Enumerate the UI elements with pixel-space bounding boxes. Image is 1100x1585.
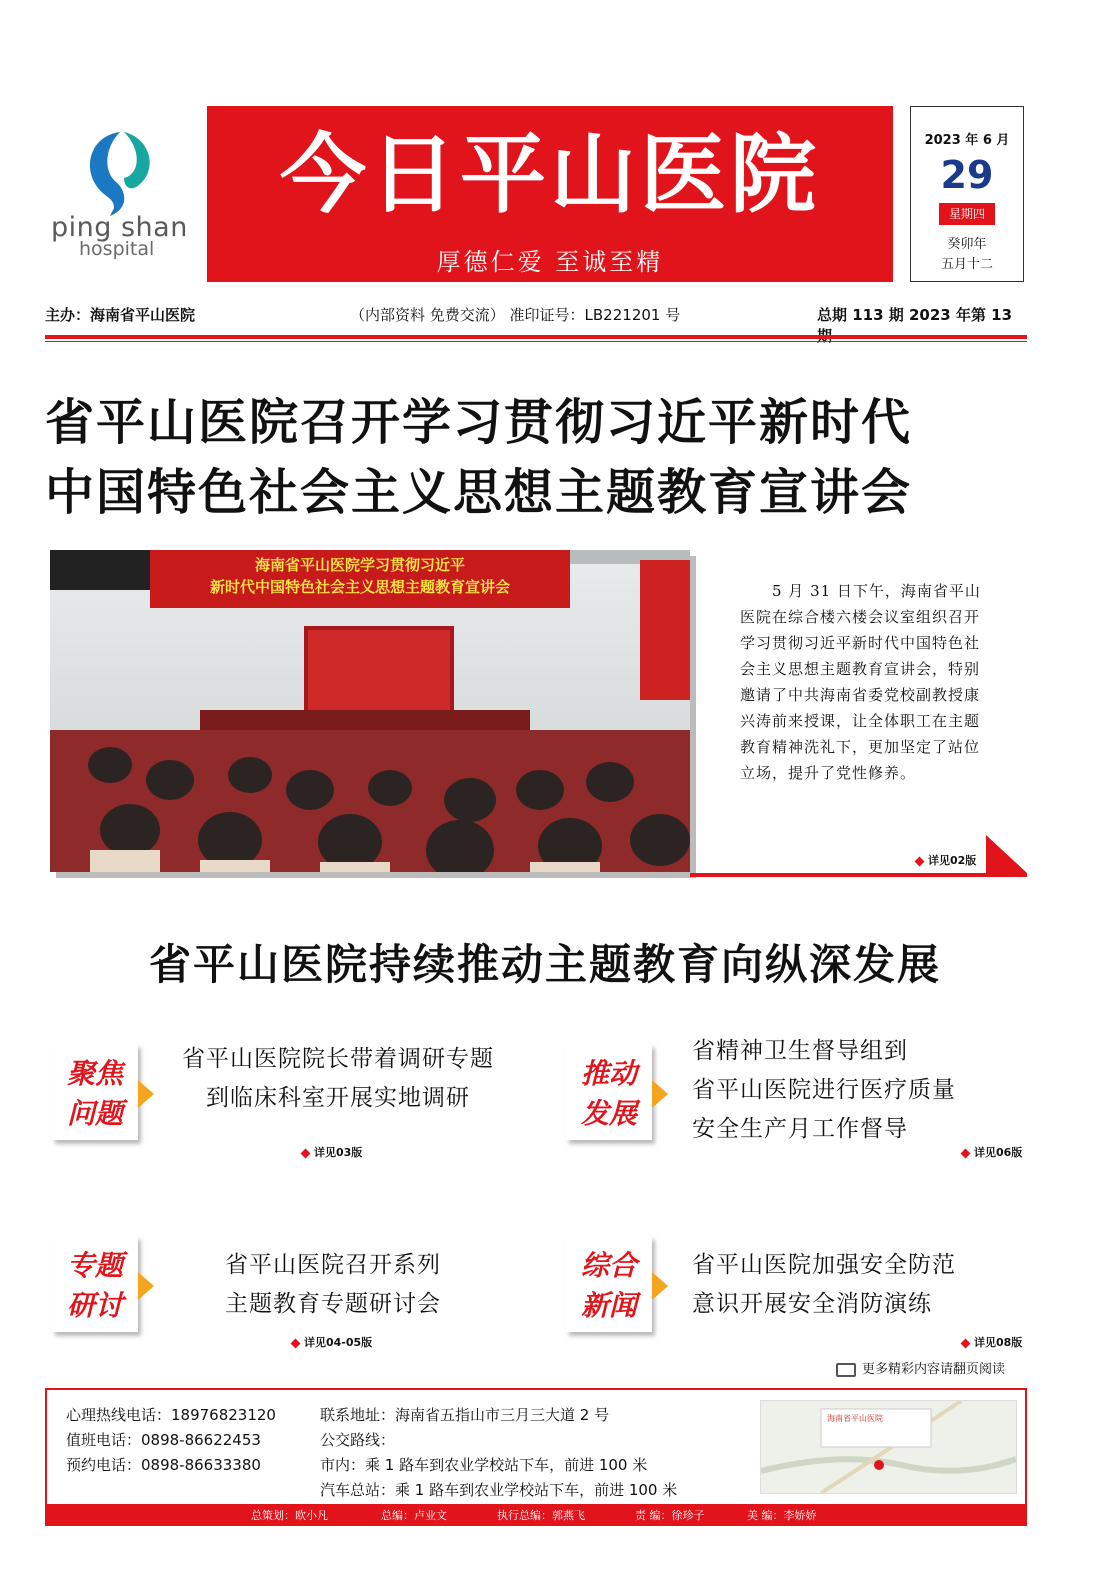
diamond-icon bbox=[961, 1148, 971, 1158]
lead-headline-line-2: 中国特色社会主义思想主题教育宣讲会 bbox=[45, 464, 913, 521]
booking-phone: 预约电话：0898-86633380 bbox=[66, 1456, 261, 1474]
book-icon bbox=[836, 1363, 856, 1377]
weekday-badge: 星期四 bbox=[939, 203, 995, 225]
credit-planner: 总策划：欧小凡 bbox=[251, 1509, 328, 1522]
credit-exec-editor: 执行总编：郭燕飞 bbox=[497, 1509, 585, 1522]
internal-info: （内部资料 免费交流） 准印证号：LB221201 号 bbox=[350, 306, 681, 324]
tag-push-line-2: 发展 bbox=[580, 1097, 637, 1130]
lead-see-more[interactable] bbox=[916, 852, 976, 868]
tag-special-topic bbox=[52, 1236, 138, 1332]
logo-text-hospital: hospital bbox=[79, 238, 155, 260]
story-4-see-more[interactable] bbox=[962, 1334, 1022, 1350]
tag-special-line-1: 专题 bbox=[66, 1249, 123, 1282]
tag-focus-problem bbox=[52, 1044, 138, 1140]
contact-phones bbox=[66, 1403, 276, 1478]
bus-title: 公交路线： bbox=[320, 1431, 396, 1449]
tag-focus-line-1: 聚焦 bbox=[66, 1057, 123, 1090]
story-1-line-1: 省平山医院院长带着调研专题 bbox=[182, 1046, 494, 1072]
map-label: 海南省平山医院 bbox=[827, 1414, 883, 1423]
story-2-line-1: 省精神卫生督导组到 bbox=[692, 1038, 908, 1064]
second-headline: 省平山医院持续推动主题教育向纵深发展 bbox=[148, 940, 941, 989]
tag-arrow-icon bbox=[652, 1080, 668, 1108]
story-3-line-2: 主题教育专题研讨会 bbox=[225, 1291, 441, 1317]
tag-arrow-icon bbox=[138, 1080, 154, 1108]
newspaper-title: 今日平山医院 bbox=[280, 125, 820, 225]
hotline-phone: 心理热线电话：18976823120 bbox=[66, 1406, 276, 1424]
bus-station: 汽车总站：乘 1 路车到农业学校站下车，前进 100 米 bbox=[320, 1481, 678, 1499]
lead-headline-line-1: 省平山医院召开学习贯彻习近平新时代 bbox=[45, 394, 913, 451]
story-2-line-2: 省平山医院进行医疗质量 bbox=[692, 1077, 956, 1103]
date-year-month: 2023 年 6 月 bbox=[924, 133, 1010, 148]
tag-arrow-icon bbox=[138, 1272, 154, 1300]
story-3-line-1: 省平山医院召开系列 bbox=[225, 1252, 441, 1278]
tag-push-develop bbox=[566, 1044, 652, 1140]
bus-city: 市内：乘 1 路车到农业学校站下车，前进 100 米 bbox=[320, 1456, 648, 1474]
story-4-line-1: 省平山医院加强安全防范 bbox=[692, 1252, 956, 1278]
diamond-icon bbox=[291, 1338, 301, 1348]
motto: 厚德仁爱 至诚至精 bbox=[436, 248, 664, 276]
hospital-logo bbox=[45, 128, 195, 260]
story-3-title[interactable] bbox=[168, 1246, 498, 1324]
date-box bbox=[910, 106, 1024, 282]
more-reading[interactable] bbox=[836, 1358, 1005, 1377]
map-graphic bbox=[761, 1401, 1016, 1493]
story-2-line-3: 安全生产月工作督导 bbox=[692, 1116, 908, 1142]
contact-address bbox=[320, 1403, 677, 1503]
story-3-see-label: 详见04-05版 bbox=[304, 1336, 373, 1349]
story-2-title[interactable] bbox=[692, 1032, 1012, 1149]
logo-text-pingshan: ping shan bbox=[51, 212, 188, 243]
info-bar bbox=[45, 304, 1027, 330]
header-rule-thin bbox=[45, 341, 1027, 342]
header-rule bbox=[45, 335, 1027, 339]
credit-chief-editor: 总编：卢业文 bbox=[381, 1509, 447, 1522]
story-4-see-label: 详见08版 bbox=[974, 1336, 1023, 1349]
map-pin-icon bbox=[874, 1460, 884, 1470]
story-3-see-more[interactable] bbox=[292, 1334, 372, 1350]
lead-headline bbox=[45, 388, 1045, 528]
tag-news-line-1: 综合 bbox=[580, 1249, 637, 1282]
story-4-title[interactable] bbox=[692, 1246, 1012, 1324]
photo-banner-line-2: 新时代中国特色社会主义思想主题教育宣讲会 bbox=[209, 578, 511, 596]
tag-news-line-2: 新闻 bbox=[580, 1289, 637, 1322]
see-more-corner bbox=[690, 835, 1027, 877]
story-2-see-label: 详见06版 bbox=[974, 1146, 1023, 1159]
lunar-year: 癸卯年 bbox=[947, 237, 987, 252]
duty-phone: 值班电话：0898-86622453 bbox=[66, 1431, 261, 1449]
photo-banner-line-1: 海南省平山医院学习贯彻习近平 bbox=[254, 556, 466, 574]
lead-see-more-label: 详见02版 bbox=[928, 854, 977, 867]
date-day: 29 bbox=[940, 153, 994, 197]
story-4-line-2: 意识开展安全消防演练 bbox=[692, 1291, 932, 1317]
diamond-icon bbox=[961, 1338, 971, 1348]
lunar-date: 五月十二 bbox=[940, 257, 993, 272]
diamond-icon bbox=[915, 856, 925, 866]
more-reading-label: 更多精彩内容请翻页阅读 bbox=[862, 1362, 1006, 1377]
credit-designer: 美 编：李娇娇 bbox=[747, 1509, 817, 1522]
diamond-icon bbox=[301, 1148, 311, 1158]
tag-focus-line-2: 问题 bbox=[66, 1097, 123, 1130]
story-1-title[interactable] bbox=[168, 1040, 508, 1118]
masthead-banner bbox=[207, 106, 893, 282]
lecture-photo bbox=[50, 550, 690, 872]
tag-push-line-1: 推动 bbox=[580, 1057, 637, 1090]
credit-editor: 责 编：徐珍子 bbox=[635, 1509, 705, 1522]
story-1-see-more[interactable] bbox=[302, 1144, 362, 1160]
logo-mark-icon bbox=[80, 128, 160, 218]
story-1-see-label: 详见03版 bbox=[314, 1146, 363, 1159]
lead-body-text: 5 月 31 日下午，海南省平山医院在综合楼六楼会议室组织召开学习贯彻习近平新时代中国特色社会主义思想主题教育宣讲会，特别邀请了中共海南省委党校副教授康兴涛前来授课，让全体职工在主题教育精神洗礼下，更加坚定了站位立场，提升了党性修养。 bbox=[740, 582, 981, 782]
location-map[interactable] bbox=[760, 1400, 1017, 1494]
issue-info: 总期 113 期 2023 年第 13 bbox=[817, 306, 1013, 324]
credits-bar bbox=[45, 1506, 1027, 1526]
tag-general-news bbox=[566, 1236, 652, 1332]
story-1-line-2: 到临床科室开展实地调研 bbox=[206, 1085, 470, 1111]
tag-arrow-icon bbox=[652, 1272, 668, 1300]
host-info: 主办：海南省平山医院 bbox=[45, 306, 196, 324]
address: 联系地址：海南省五指山市三月三大道 2 号 bbox=[320, 1406, 610, 1424]
tag-special-line-2: 研讨 bbox=[66, 1289, 123, 1322]
story-2-see-more[interactable] bbox=[962, 1144, 1022, 1160]
